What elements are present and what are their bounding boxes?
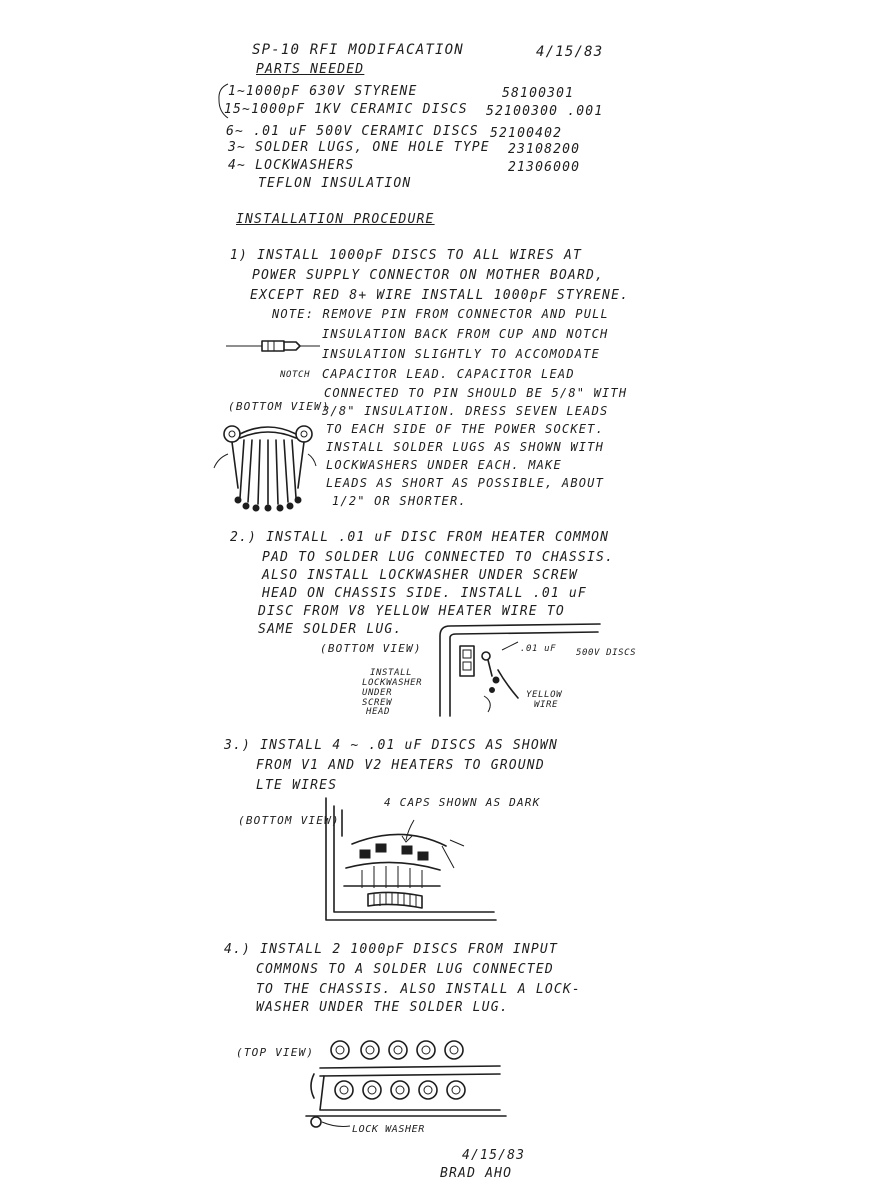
step3-line-2: FROM V1 AND V2 HEATERS TO GROUND — [256, 758, 545, 773]
part-number-2: 52100300 .001 — [486, 104, 604, 119]
step1-line-2: POWER SUPPLY CONNECTOR ON MOTHER BOARD, — [252, 268, 605, 283]
install-lockwasher-label-1: INSTALL — [370, 668, 413, 678]
heater-caps-sketch — [322, 796, 502, 928]
part-item-2: 15~1000pF 1KV CERAMIC DISCS — [224, 102, 468, 117]
parts-heading: PARTS NEEDED — [256, 62, 365, 77]
step4-line-1: 4.) INSTALL 2 1000pF DISCS FROM INPUT — [224, 942, 558, 957]
step2-line-2: PAD TO SOLDER LUG CONNECTED TO CHASSIS. — [262, 550, 615, 565]
jack-row-top — [331, 1041, 463, 1059]
part-number-5: 21306000 — [508, 160, 581, 175]
disc-label-1: .01 uF — [520, 644, 557, 654]
step4-line-4: WASHER UNDER THE SOLDER LUG. — [256, 1000, 509, 1015]
step3-view-label: (BOTTOM VIEW) — [238, 814, 340, 827]
step2-line-4: HEAD ON CHASSIS SIDE. INSTALL .01 uF — [262, 586, 587, 601]
step1-note-8: INSTALL SOLDER LUGS AS SHOWN WITH — [326, 440, 605, 454]
install-lockwasher-label-4: SCREW — [362, 698, 393, 708]
step1-note-9: LOCKWASHERS UNDER EACH. MAKE — [326, 458, 562, 472]
step4-line-3: TO THE CHASSIS. ALSO INSTALL A LOCK- — [256, 982, 581, 997]
step2-line-3: ALSO INSTALL LOCKWASHER UNDER SCREW — [262, 568, 578, 583]
step1-view-label: (BOTTOM VIEW) — [228, 400, 330, 413]
jack-row-bottom — [335, 1081, 465, 1099]
header-date: 4/15/83 — [536, 44, 604, 60]
lock-washer-label: LOCK WASHER — [352, 1124, 425, 1135]
heater-chassis-sketch — [436, 620, 606, 720]
step1-note-11: 1/2" OR SHORTER. — [332, 494, 467, 508]
step1-note-5: CONNECTED TO PIN SHOULD BE 5/8" WITH — [324, 386, 628, 400]
document-title: SP-10 RFI MODIFACATION — [252, 42, 464, 58]
yellow-wire-label-1: YELLOW — [526, 690, 563, 700]
step1-note-1: NOTE: REMOVE PIN FROM CONNECTOR AND PULL — [272, 307, 609, 321]
step1-note-10: LEADS AS SHORT AS POSSIBLE, ABOUT — [326, 476, 605, 490]
step2-line-6: SAME SOLDER LUG. — [258, 622, 403, 637]
part-item-5: 4~ LOCKWASHERS — [228, 158, 355, 173]
step4-view-label: (TOP VIEW) — [236, 1046, 315, 1059]
signature-name: BRAD AHO — [440, 1166, 513, 1181]
part-number-3: 52100402 — [490, 126, 563, 141]
part-number-1: 58100301 — [502, 86, 575, 101]
step1-line-3: EXCEPT RED 8+ WIRE INSTALL 1000pF STYRENE. — [250, 288, 630, 303]
part-item-3: 6~ .01 uF 500V CERAMIC DISCS — [226, 124, 479, 139]
step1-line-1: 1) INSTALL 1000pF DISCS TO ALL WIRES AT — [230, 248, 583, 263]
notch-label: NOTCH — [280, 370, 311, 380]
pin-wire-sketch — [224, 336, 324, 360]
install-lockwasher-label-5: HEAD — [366, 707, 391, 717]
part-item-6: TEFLON INSULATION — [258, 176, 412, 191]
input-commons-sketch — [300, 1036, 510, 1132]
step2-view-label: (BOTTOM VIEW) — [320, 642, 422, 655]
procedure-heading: INSTALLATION PROCEDURE — [236, 212, 435, 227]
part-item-1: 1~1000pF 630V STYRENE — [228, 84, 418, 99]
disc-label-2: 500V DISCS — [576, 648, 637, 658]
step1-note-2: INSULATION BACK FROM CUP AND NOTCH — [322, 327, 609, 341]
part-item-4: 3~ SOLDER LUGS, ONE HOLE TYPE — [228, 140, 490, 155]
install-lockwasher-label-3: UNDER — [362, 688, 393, 698]
caps-label: 4 CAPS SHOWN AS DARK — [384, 796, 541, 809]
step4-line-2: COMMONS TO A SOLDER LUG CONNECTED — [256, 962, 554, 977]
step3-line-1: 3.) INSTALL 4 ~ .01 uF DISCS AS SHOWN — [224, 738, 558, 753]
yellow-wire-label-2: WIRE — [534, 700, 559, 710]
step2-line-1: 2.) INSTALL .01 uF DISC FROM HEATER COMMON — [230, 530, 610, 545]
step1-note-3: INSULATION SLIGHTLY TO ACCOMODATE — [322, 347, 601, 361]
step2-line-5: DISC FROM V8 YELLOW HEATER WIRE TO — [258, 604, 565, 619]
power-socket-sketch — [210, 418, 320, 516]
step3-line-3: LTE WIRES — [256, 778, 338, 793]
step1-note-7: TO EACH SIDE OF THE POWER SOCKET. — [326, 422, 605, 436]
step1-note-6: 3/8" INSULATION. DRESS SEVEN LEADS — [322, 404, 609, 418]
step1-note-4: CAPACITOR LEAD. CAPACITOR LEAD — [322, 367, 575, 381]
install-lockwasher-label-2: LOCKWASHER — [362, 678, 423, 688]
part-number-4: 23108200 — [508, 142, 581, 157]
signature-date: 4/15/83 — [462, 1148, 526, 1163]
